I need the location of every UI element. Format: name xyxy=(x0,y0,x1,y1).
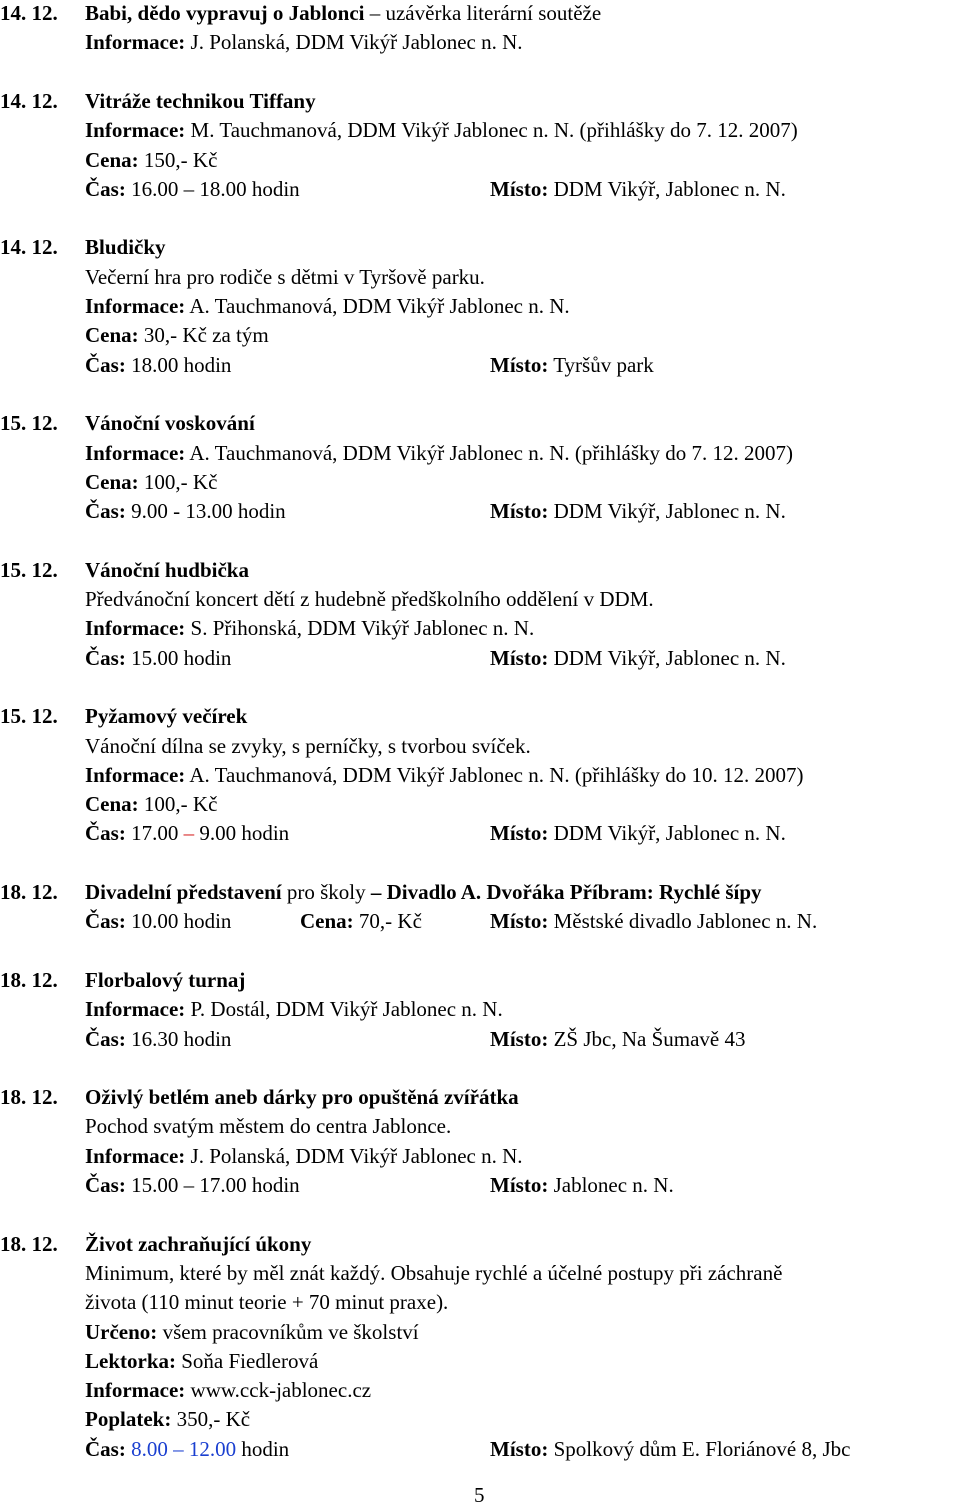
entry-text xyxy=(85,1229,311,1259)
bold-text: Informace: xyxy=(85,616,186,641)
text-run: 15.00 hodin xyxy=(125,645,232,670)
bold-text: Místo: xyxy=(490,821,549,846)
entry-text xyxy=(85,1404,250,1434)
event-date: 18. 12. xyxy=(0,1085,58,1110)
bold-text: Čas: xyxy=(85,909,126,934)
bold-text: Informace: xyxy=(85,118,186,143)
bold-text: Cena: xyxy=(85,147,139,172)
bold-text: Bludičky xyxy=(85,235,166,260)
text-run: 350,- Kč xyxy=(171,1407,251,1432)
text-run: A. Tauchmanová, DDM Vikýř Jablonec n. N. (přihlášky do 10. 12. 2007) xyxy=(185,762,804,787)
bold-text: Cena: xyxy=(85,469,139,494)
entry-text xyxy=(85,789,217,819)
text-run: Městské divadlo Jablonec n. N. xyxy=(548,909,818,934)
entry-location xyxy=(490,1170,674,1200)
text-run: života (110 minut teorie + 70 minut praxe). xyxy=(85,1290,449,1315)
bold-text: Informace: xyxy=(85,997,186,1022)
bold-text: Místo: xyxy=(490,909,549,934)
entry-text xyxy=(85,818,289,848)
text-run: 16.30 hodin xyxy=(125,1026,232,1051)
bold-text: Život zachraňující úkony xyxy=(85,1231,312,1256)
entry-location xyxy=(490,174,786,204)
entry-text xyxy=(85,555,249,585)
bold-text: Informace: xyxy=(85,1143,186,1168)
entry-text xyxy=(85,232,166,262)
bold-text: Čas: xyxy=(85,1436,126,1461)
event-date: 18. 12. xyxy=(0,1231,58,1256)
entry-text xyxy=(85,1111,451,1141)
bold-text: Babi, dědo vypravuj o Jablonci xyxy=(85,1,365,25)
bold-text: Čas: xyxy=(85,645,126,670)
entry-text xyxy=(85,496,286,526)
entry-text xyxy=(85,145,217,175)
text-run: P. Dostál, DDM Vikýř Jablonec n. N. xyxy=(185,997,503,1022)
bold-text: Cena: xyxy=(300,909,354,934)
bold-text: Oživlý betlém aneb dárky pro opuštěná zvířátka xyxy=(85,1085,519,1110)
text-run: 9.00 - 13.00 hodin xyxy=(125,499,286,524)
entry-text xyxy=(85,760,804,790)
entry-text xyxy=(85,994,503,1024)
entry-text xyxy=(85,643,231,673)
text-run: 100,- Kč xyxy=(138,792,218,817)
text-run: J. Polanská, DDM Vikýř Jablonec n. N. xyxy=(185,30,523,55)
text-run: M. Tauchmanová, DDM Vikýř Jablonec n. N. (přihlášky do 7. 12. 2007) xyxy=(185,118,798,143)
entry-text xyxy=(85,291,570,321)
text-run: 18.00 hodin xyxy=(125,352,232,377)
entry-location xyxy=(490,350,654,380)
entry-text xyxy=(85,262,485,292)
bold-text: Vitráže technikou Tiffany xyxy=(85,88,316,113)
event-date: 18. 12. xyxy=(0,967,58,992)
text-run: 70,- Kč xyxy=(353,909,422,934)
entry-text xyxy=(85,1434,289,1464)
event-date: 15. 12. xyxy=(0,704,58,729)
entry-text xyxy=(85,1082,519,1112)
entry-text xyxy=(85,438,793,468)
bold-text: Čas: xyxy=(85,352,126,377)
text-run: DDM Vikýř, Jablonec n. N. xyxy=(548,821,786,846)
entry-text xyxy=(85,1024,231,1054)
text-run: 100,- Kč xyxy=(138,469,218,494)
text-run: Tyršův park xyxy=(548,352,654,377)
bold-text: Informace: xyxy=(85,440,186,465)
entry-price xyxy=(300,906,422,936)
text-run: Vánoční dílna se zvyky, s perníčky, s tvorbou svíček. xyxy=(85,733,531,758)
bold-text: Místo: xyxy=(490,499,549,524)
entry-text xyxy=(85,1141,523,1171)
entry-text xyxy=(85,174,300,204)
entry-location xyxy=(490,496,786,526)
page-number: 5 xyxy=(474,1483,485,1507)
entry-text xyxy=(85,115,798,145)
entry-text xyxy=(85,877,762,907)
bold-text: Pyžamový večírek xyxy=(85,704,248,729)
bold-text: Cena: xyxy=(85,323,139,348)
text-run: – uzávěrka literární soutěže xyxy=(364,1,602,25)
entry-text xyxy=(85,1287,448,1317)
text-run: A. Tauchmanová, DDM Vikýř Jablonec n. N. xyxy=(185,294,570,318)
event-date: 14. 12. xyxy=(0,235,58,260)
event-date: 18. 12. xyxy=(0,880,58,904)
text-run: Předvánoční koncert dětí z hudebně předškolního oddělení v DDM. xyxy=(85,587,654,611)
text-run: 16.00 – 18.00 hodin xyxy=(125,176,300,201)
text-run: A. Tauchmanová, DDM Vikýř Jablonec n. N. (přihlášky do 7. 12. 2007) xyxy=(185,440,794,465)
entry-text xyxy=(85,408,255,438)
entry-text xyxy=(85,320,269,350)
entry-text xyxy=(85,1346,318,1376)
text-run: Spolkový dům E. Floriánové 8, Jbc xyxy=(548,1436,851,1461)
entry-text xyxy=(85,86,316,116)
entry-text xyxy=(85,27,523,57)
bold-text: Informace: xyxy=(85,294,186,318)
entry-text xyxy=(85,0,601,28)
entry-text xyxy=(85,701,247,731)
bold-text: Určeno: xyxy=(85,1319,158,1344)
bold-text: Informace: xyxy=(85,762,186,787)
bold-text: Místo: xyxy=(490,352,549,377)
text-run: 15.00 – 17.00 hodin xyxy=(125,1173,300,1197)
event-date: 14. 12. xyxy=(0,1,58,25)
entry-text xyxy=(85,1317,419,1347)
text-run: 8.00 – 12.00 xyxy=(131,1436,237,1461)
bold-text: Cena: xyxy=(85,792,139,817)
entry-text xyxy=(85,1170,300,1200)
text-run: – xyxy=(183,821,195,846)
entry-text xyxy=(85,584,654,614)
bold-text: Čas: xyxy=(85,176,126,201)
event-date: 14. 12. xyxy=(0,88,58,113)
event-date: 15. 12. xyxy=(0,557,58,582)
text-run: Jablonec n. N. xyxy=(548,1173,674,1197)
text-run: Soňa Fiedlerová xyxy=(176,1348,319,1373)
text-run: DDM Vikýř, Jablonec n. N. xyxy=(548,499,786,524)
bold-text: Čas: xyxy=(85,1173,126,1197)
text-run: pro školy xyxy=(281,880,371,904)
text-run: hodin xyxy=(236,1436,290,1461)
bold-text: Místo: xyxy=(490,1436,549,1461)
text-run: 30,- Kč za tým xyxy=(138,323,269,348)
event-date: 15. 12. xyxy=(0,411,58,436)
bold-text: Čas: xyxy=(85,821,126,846)
entry-text xyxy=(85,1258,782,1288)
bold-text: Informace: xyxy=(85,30,186,55)
bold-text: Vánoční voskování xyxy=(85,411,255,436)
entry-location xyxy=(490,906,817,936)
bold-text: Informace: xyxy=(85,1378,186,1403)
bold-text: Florbalový turnaj xyxy=(85,967,246,992)
entry-text xyxy=(85,965,245,995)
text-run: DDM Vikýř, Jablonec n. N. xyxy=(548,645,786,670)
entry-location xyxy=(490,818,786,848)
text-run: Večerní hra pro rodiče s dětmi v Tyršově parku. xyxy=(85,264,485,289)
bold-text: Vánoční hudbička xyxy=(85,557,249,582)
entry-text xyxy=(85,350,231,380)
entry-text xyxy=(85,731,531,761)
bold-text: Lektorka: xyxy=(85,1348,176,1373)
text-run: 9.00 hodin xyxy=(194,821,290,846)
bold-text: Divadelní představení xyxy=(85,880,282,904)
bold-text: Místo: xyxy=(490,1173,549,1197)
text-run: 10.00 hodin xyxy=(125,909,232,934)
entry-text xyxy=(85,906,231,936)
text-run: všem pracovníkům ve školství xyxy=(157,1319,419,1344)
bold-text: – Divadlo A. Dvořáka Příbram: Rychlé šípy xyxy=(370,880,762,904)
text-run: J. Polanská, DDM Vikýř Jablonec n. N. xyxy=(185,1143,523,1168)
text-run: Pochod svatým městem do centra Jablonce. xyxy=(85,1114,452,1139)
text-run: S. Přihonská, DDM Vikýř Jablonec n. N. xyxy=(185,616,535,641)
text-run: 150,- Kč xyxy=(138,147,218,172)
text-run: 17.00 xyxy=(125,821,184,846)
entry-text xyxy=(85,467,217,497)
text-run: www.cck-jablonec.cz xyxy=(185,1378,372,1403)
text-run: ZŠ Jbc, Na Šumavě 43 xyxy=(548,1026,746,1051)
entry-location xyxy=(490,643,786,673)
text-run: Minimum, které by měl znát každý. Obsahuje rychlé a účelné postupy při záchraně xyxy=(85,1260,783,1285)
entry-location xyxy=(490,1024,745,1054)
bold-text: Čas: xyxy=(85,1026,126,1051)
entry-location xyxy=(490,1434,850,1464)
text-run: DDM Vikýř, Jablonec n. N. xyxy=(548,176,786,201)
bold-text: Čas: xyxy=(85,499,126,524)
bold-text: Místo: xyxy=(490,176,549,201)
bold-text: Poplatek: xyxy=(85,1407,172,1432)
entry-text xyxy=(85,1375,371,1405)
bold-text: Místo: xyxy=(490,1026,549,1051)
entry-text xyxy=(85,613,534,643)
bold-text: Místo: xyxy=(490,645,549,670)
